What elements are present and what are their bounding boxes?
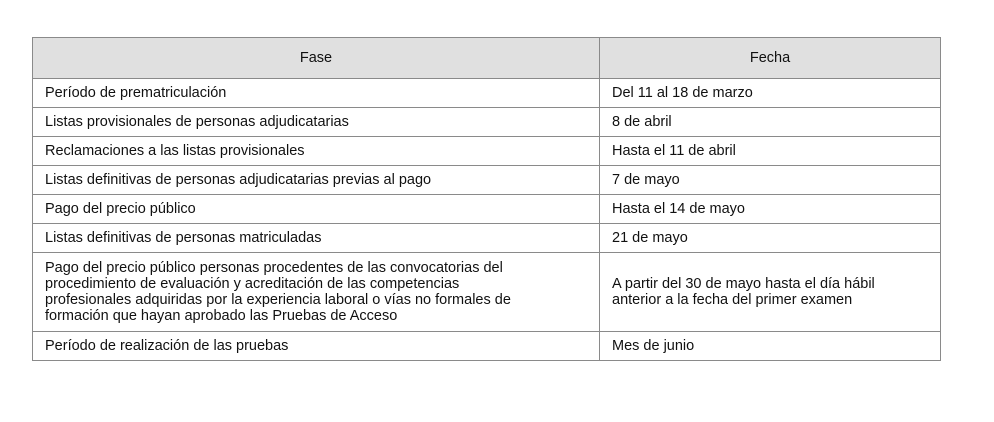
table-row: [33, 195, 941, 224]
header-fase: Fase: [33, 38, 600, 79]
fase-cell: Período de realización de las pruebas: [33, 332, 600, 361]
fase-cell: Listas provisionales de personas adjudicatarias: [33, 108, 600, 137]
table-row: [33, 108, 941, 137]
fase-line: formación que hayan aprobado las Pruebas de Acceso: [45, 308, 398, 324]
fase-cell: Listas definitivas de personas adjudicatarias previas al pago: [33, 166, 600, 195]
fase-cell: [33, 253, 600, 332]
fecha-cell: 21 de mayo: [600, 224, 941, 253]
fecha-cell: [600, 253, 941, 332]
fecha-cell: 8 de abril: [600, 108, 941, 137]
fase-cell: Pago del precio público: [33, 195, 600, 224]
table-row: [33, 332, 941, 361]
fecha-cell: Del 11 al 18 de marzo: [600, 79, 941, 108]
table-row: [33, 224, 941, 253]
fecha-cell: Hasta el 14 de mayo: [600, 195, 941, 224]
schedule-table: [32, 37, 941, 361]
table-row: [33, 137, 941, 166]
fecha-cell: Mes de junio: [600, 332, 941, 361]
table-row: [33, 79, 941, 108]
fase-cell: Período de prematriculación: [33, 79, 600, 108]
fecha-cell: Hasta el 11 de abril: [600, 137, 941, 166]
fecha-line: A partir del 30 de mayo hasta el día hábil: [612, 276, 875, 292]
fase-line: profesionales adquiridas por la experiencia laboral o vías no formales de: [45, 292, 511, 308]
fecha-line: anterior a la fecha del primer examen: [612, 292, 853, 308]
table-row: [33, 253, 941, 332]
fase-cell: Listas definitivas de personas matriculadas: [33, 224, 600, 253]
fase-line: Pago del precio público personas procedentes de las convocatorias del: [45, 260, 503, 276]
fecha-cell: 7 de mayo: [600, 166, 941, 195]
header-fecha: Fecha: [600, 38, 941, 79]
table-header-row: [33, 38, 941, 79]
fase-line: procedimiento de evaluación y acreditación de las competencias: [45, 276, 460, 292]
fase-cell: Reclamaciones a las listas provisionales: [33, 137, 600, 166]
table-row: [33, 166, 941, 195]
